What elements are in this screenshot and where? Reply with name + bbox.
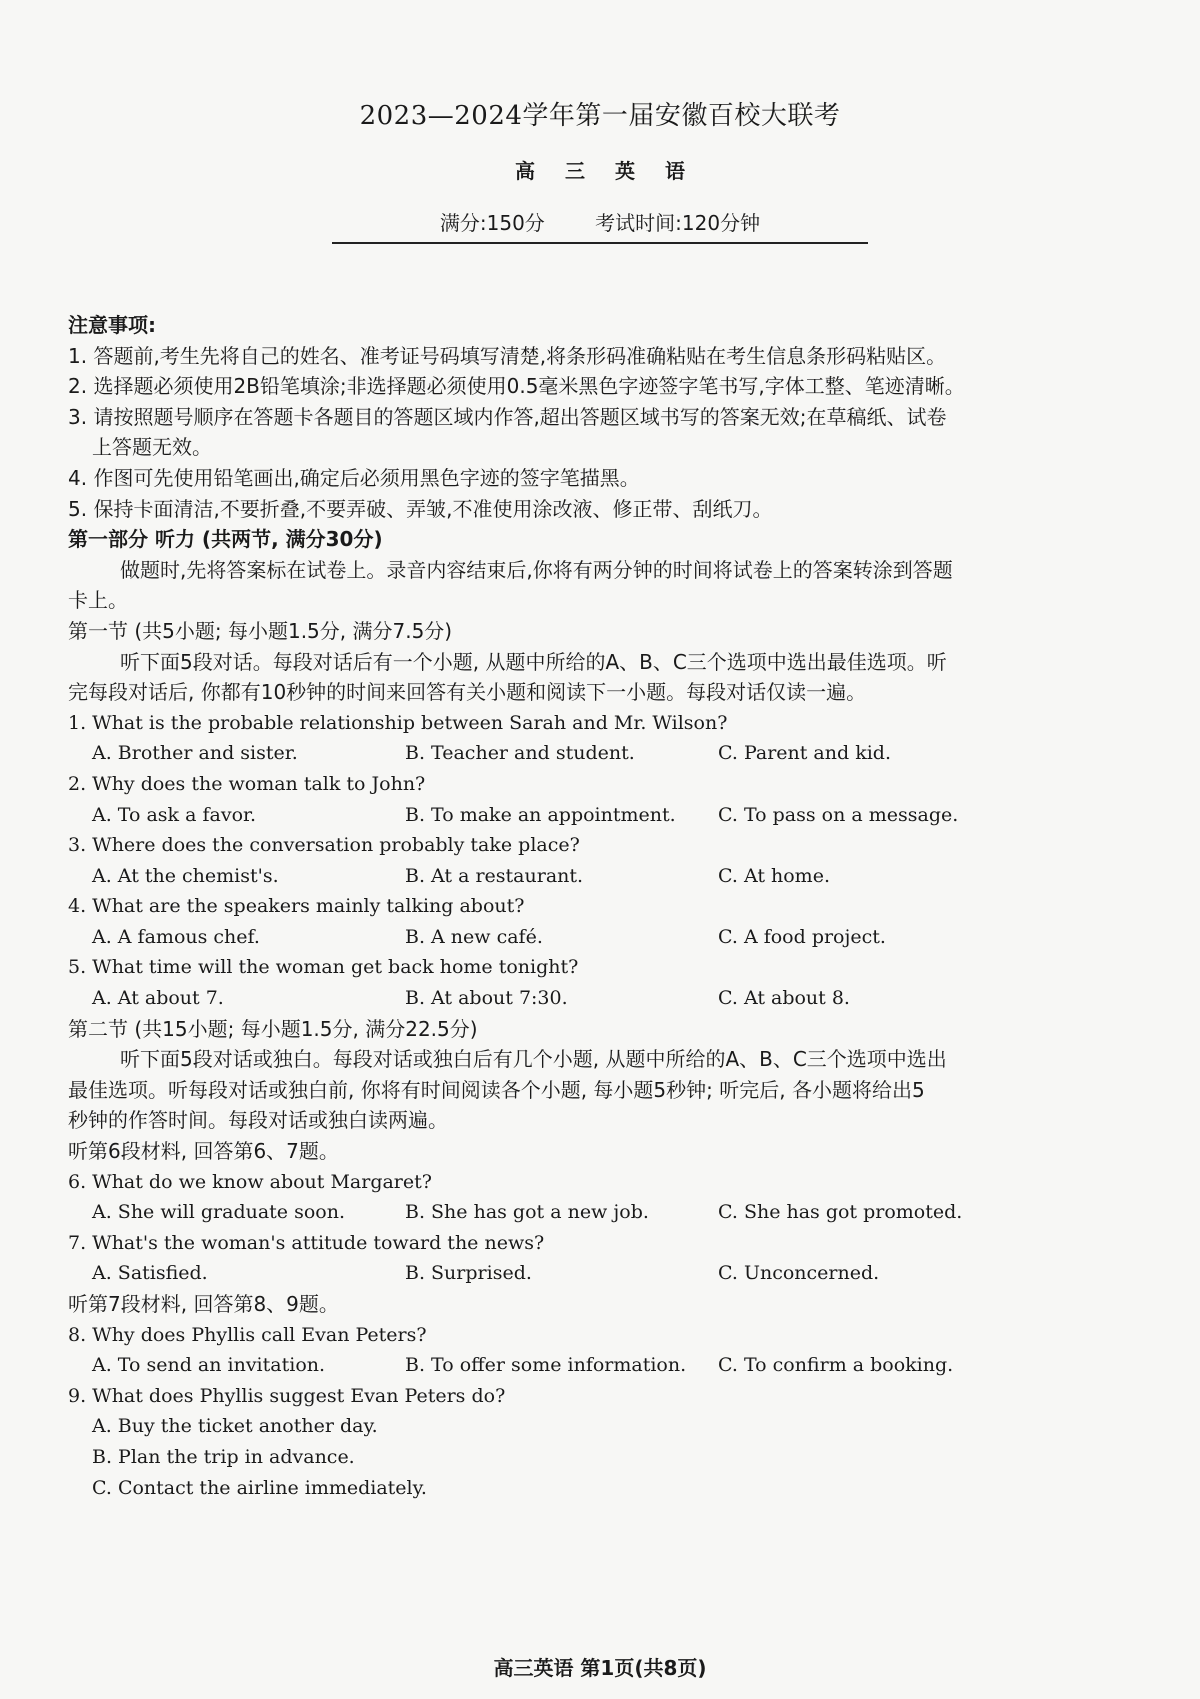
option-c: C. She has got promoted. xyxy=(718,1201,963,1224)
option-a: A. At the chemist's. xyxy=(92,864,279,887)
section2-intro-continued: 最佳选项。听每段对话或独白前, 你将有时间阅读各个小题, 每小题5秒钟; 听完后, 各小题将给出5 xyxy=(68,1077,925,1102)
option-a: A. A famous chef. xyxy=(92,925,260,948)
option-b: B. At about 7:30. xyxy=(405,987,568,1010)
option-b: B. To make an appointment. xyxy=(405,803,676,826)
notice-item: 5. 保持卡面清洁,不要折叠,不要弄破、弄皱,不准使用涂改液、修正带、刮纸刀。 xyxy=(68,496,773,521)
part1-intro: 做题时,先将答案标在试卷上。录音内容结束后,你将有两分钟的时间将试卷上的答案转涂到答题 xyxy=(120,557,953,582)
part1-intro-continued: 卡上。 xyxy=(68,588,128,613)
section1-title: 第一节 (共5小题; 每小题1.5分, 满分7.5分) xyxy=(68,618,453,643)
options-row xyxy=(68,1258,1148,1289)
question: 6. What do we know about Margaret? xyxy=(68,1170,432,1193)
notice-item: 3. 请按照题号顺序在答题卡各题目的答题区域内作答,超出答题区域书写的答案无效;在草稿纸、试卷 xyxy=(68,404,947,429)
part1-title: 第一部分 听力 (共两节, 满分30分) xyxy=(68,527,383,552)
section1-intro-continued: 完每段对话后, 你都有10秒钟的时间来回答有关小题和阅读下一小题。每段对话仅读一遍。 xyxy=(68,680,867,705)
options-row xyxy=(68,922,1148,953)
options-row xyxy=(68,983,1148,1014)
question: 3. Where does the conversation probably take place? xyxy=(68,834,580,857)
option-b: B. Surprised. xyxy=(405,1262,532,1285)
option-a: A. Brother and sister. xyxy=(92,742,298,765)
option-c: C. To confirm a booking. xyxy=(718,1354,954,1377)
option-c: C. At home. xyxy=(718,864,830,887)
question: 9. What does Phyllis suggest Evan Peters do? xyxy=(68,1384,506,1407)
option-c: C. At about 8. xyxy=(718,987,850,1010)
option-c: C. Parent and kid. xyxy=(718,742,891,765)
subject-title: 高三英语 xyxy=(515,159,715,183)
option-a: A. To send an invitation. xyxy=(92,1354,326,1377)
exam-name: 2023—2024学年第一届安徽百校大联考 xyxy=(359,101,841,131)
page-footer: 高三英语 第1页(共8页) xyxy=(493,1656,707,1680)
options-row xyxy=(68,861,1148,892)
option-c: C. A food project. xyxy=(718,925,886,948)
option-b: B. To offer some information. xyxy=(405,1354,687,1377)
section1-intro: 听下面5段对话。每段对话后有一个小题, 从题中所给的A、B、C三个选项中选出最佳选项。听 xyxy=(120,649,947,674)
option-a: A. At about 7. xyxy=(92,987,224,1010)
exam-meta xyxy=(0,208,1200,238)
option-b: B. At a restaurant. xyxy=(405,864,584,887)
option-a: A. To ask a favor. xyxy=(92,803,257,826)
material-heading: 听第6段材料, 回答第6、7题。 xyxy=(68,1139,339,1164)
notice-title: 注意事项: xyxy=(68,313,156,337)
option-a: A. She will graduate soon. xyxy=(92,1201,345,1224)
header-divider xyxy=(332,242,868,244)
option-c: C. Contact the airline immediately. xyxy=(92,1476,427,1499)
section2-intro-continued: 秒钟的作答时间。每段对话或独白读两遍。 xyxy=(68,1108,448,1133)
option-c: C. To pass on a message. xyxy=(718,803,959,826)
question: 8. Why does Phyllis call Evan Peters? xyxy=(68,1323,427,1346)
question: 7. What's the woman's attitude toward the news? xyxy=(68,1231,545,1254)
question: 1. What is the probable relationship between Sarah and Mr. Wilson? xyxy=(68,711,728,734)
options-row xyxy=(68,800,1148,831)
options-row xyxy=(68,1197,1148,1228)
option-a: A. Buy the ticket another day. xyxy=(92,1415,378,1438)
full-score: 满分:150分 xyxy=(439,211,545,235)
option-b: B. Plan the trip in advance. xyxy=(92,1445,355,1468)
options-row xyxy=(68,1350,1148,1381)
notice-item: 1. 答题前,考生先将自己的姓名、准考证号码填写清楚,将条形码准确粘贴在考生信息条形码粘贴区。 xyxy=(68,343,947,368)
notice-item-continued: 上答题无效。 xyxy=(92,435,212,460)
option-c: C. Unconcerned. xyxy=(718,1262,880,1285)
question: 2. Why does the woman talk to John? xyxy=(68,772,426,795)
notice-item: 4. 作图可先使用铅笔画出,确定后必须用黑色字迹的签字笔描黑。 xyxy=(68,465,640,490)
question: 5. What time will the woman get back home tonight? xyxy=(68,956,579,979)
options-row xyxy=(68,738,1148,769)
exam-content xyxy=(68,310,1148,1503)
question: 4. What are the speakers mainly talking about? xyxy=(68,895,525,918)
option-b: B. She has got a new job. xyxy=(405,1201,649,1224)
section2-intro: 听下面5段对话或独白。每段对话或独白后有几个小题, 从题中所给的A、B、C三个选项中选出 xyxy=(120,1047,947,1072)
option-b: B. A new café. xyxy=(405,925,543,948)
option-b: B. Teacher and student. xyxy=(405,742,635,765)
option-a: A. Satisfied. xyxy=(92,1262,208,1285)
notice-item: 2. 选择题必须使用2B铅笔填涂;非选择题必须使用0.5毫米黑色字迹签字笔书写,字体工整、笔迹清晰。 xyxy=(68,374,965,399)
exam-time: 考试时间:120分钟 xyxy=(595,211,761,235)
exam-header xyxy=(0,98,1200,238)
material-heading: 听第7段材料, 回答第8、9题。 xyxy=(68,1292,339,1316)
section2-title: 第二节 (共15小题; 每小题1.5分, 满分22.5分) xyxy=(68,1016,478,1041)
